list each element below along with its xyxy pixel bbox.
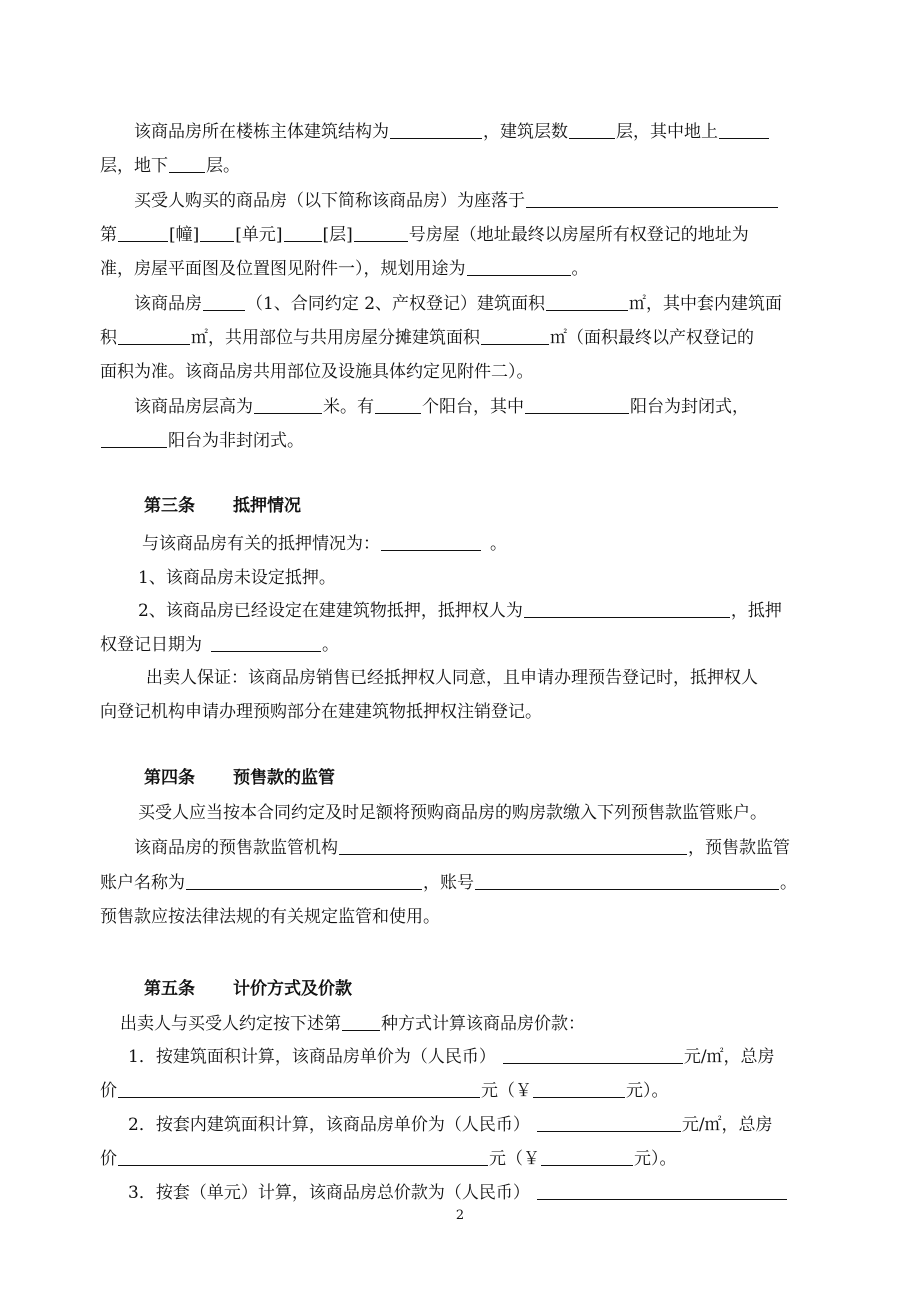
blank-field[interactable] [169,154,205,173]
text: 2、该商品房已经设定在建建筑物抵押，抵押权人为 [138,601,523,621]
location-line [100,189,830,213]
text: 向登记机构申请办理预购部分在建建筑物抵押权注销登记。 [100,702,542,722]
area-line-3 [100,360,830,384]
usage-line [100,257,830,281]
text: 3．按套（单元）计算，该商品房总价款为（人民币） [128,1183,530,1203]
blank-field[interactable] [354,223,408,242]
text: 。 [490,534,507,554]
blank-field[interactable] [537,1181,787,1200]
pricing-option-2 [100,1113,830,1137]
height-line [100,395,830,419]
blank-field[interactable] [375,395,421,414]
blank-field[interactable] [503,1045,683,1064]
text: 元（￥ [489,1149,540,1169]
mortgage-option-2 [100,599,830,623]
mortgage-status-line [100,532,830,556]
text: 层，地下 [100,156,168,176]
text: 出卖人与买受人约定按下述第 [120,1014,341,1034]
text: 价 [100,1149,117,1169]
seller-guarantee-line [100,666,830,690]
text: 米。有 [323,397,374,417]
blank-field[interactable] [546,292,628,311]
text: ㎡，其中套内建筑面 [629,294,783,314]
text: 2．按套内建筑面积计算，该商品房单价为（人民币） [128,1115,530,1135]
text: 元/㎡，总房 [683,1047,775,1067]
text: ㎡，共用部位与共用房屋分摊建筑面积 [191,328,480,348]
text: 层，其中地上 [616,122,718,142]
text: 买受人应当按本合同约定及时足额将预购商品房的购房款缴入下列预售款监管账户。 [138,803,767,823]
text: 元（￥ [481,1081,532,1101]
text: 面积为准。该商品房共用部位及设施具体约定见附件二）。 [100,362,534,382]
mortgage-date-line [100,633,830,657]
blank-field[interactable] [524,599,730,618]
text: 。 [571,259,589,279]
text: 。 [322,635,339,655]
blank-field[interactable] [200,223,234,242]
blank-field[interactable] [390,120,482,139]
seller-guarantee-line-2 [100,700,830,724]
article-3-heading [144,494,874,518]
structure-line [100,120,830,144]
supervision-line-4 [100,905,830,929]
text: 积 [100,328,117,348]
text: 与该商品房有关的抵押情况为： [142,534,380,554]
blank-field[interactable] [525,395,629,414]
floors-line [100,154,830,178]
article-number: 第五条 [144,979,195,999]
article-title: 预售款的监管 [233,768,335,788]
text: 元/㎡，总房 [681,1115,773,1135]
blank-field[interactable] [339,836,687,855]
blank-field[interactable] [101,429,167,448]
text: 号房屋（地址最终以房屋所有权登记的地址为 [408,225,749,245]
text: 权登记日期为 [100,635,202,655]
text: 出卖人保证：该商品房销售已经抵押权人同意，且申请办理预告登记时，抵押权人 [146,668,758,688]
text: 该商品房层高为 [134,397,253,417]
text: 价 [100,1081,117,1101]
blank-field[interactable] [211,633,321,652]
pricing-option-1 [100,1045,830,1069]
unit-line [100,223,830,247]
blank-field[interactable] [526,189,778,208]
article-4-heading [144,766,874,790]
text: [幢] [169,225,200,245]
pricing-option-1-total [100,1079,830,1103]
blank-field[interactable] [254,395,322,414]
article-number: 第三条 [144,496,195,516]
text: 层。 [206,156,240,176]
text: [层] [322,225,353,245]
blank-field[interactable] [475,871,779,890]
blank-field[interactable] [719,120,769,139]
text: （1、合同约定 2、产权登记）建筑面积 [246,294,546,314]
text: 。 [780,873,797,893]
text: 预售款应按法律法规的有关规定监管和使用。 [100,907,440,927]
article-5-heading [144,977,874,1001]
supervision-line-2 [100,836,830,860]
text: 该商品房 [134,294,202,314]
area-line [100,292,830,316]
blank-field[interactable] [381,532,481,551]
text: 买受人购买的商品房（以下简称该商品房）为座落于 [134,191,525,211]
area-line-2 [100,326,830,350]
text: 该商品房所在楼栋主体建筑结构为 [134,122,389,142]
blank-field[interactable] [537,1113,681,1132]
text: 准，房屋平面图及位置图见附件一），规划用途为 [100,259,466,279]
text: ，预售款监管 [688,838,790,858]
blank-field[interactable] [118,1147,488,1166]
blank-field[interactable] [186,871,422,890]
blank-field[interactable] [342,1012,380,1031]
text: 该商品房的预售款监管机构 [134,838,338,858]
blank-field[interactable] [533,1079,625,1098]
blank-field[interactable] [284,223,322,242]
pricing-option-3 [100,1181,830,1205]
text: ㎡（面积最终以产权登记的 [550,328,754,348]
text: 个阳台，其中 [422,397,524,417]
text: 种方式计算该商品房价款： [381,1014,585,1034]
pricing-method-line [100,1012,830,1036]
text: 元）。 [634,1149,677,1169]
text: 1、该商品房未设定抵押。 [138,568,336,588]
text: 账户名称为 [100,873,185,893]
text: 第 [100,225,117,245]
article-title: 计价方式及价款 [233,979,352,999]
page-number: 2 [455,1208,465,1223]
blank-field[interactable] [541,1147,633,1166]
blank-field[interactable] [118,223,168,242]
article-number: 第四条 [144,768,195,788]
text: 阳台为非封闭式。 [168,431,304,451]
blank-field[interactable] [481,326,549,345]
blank-field[interactable] [203,292,245,311]
blank-field[interactable] [118,326,190,345]
text: ，账号 [423,873,474,893]
blank-field[interactable] [569,120,615,139]
text: 元）。 [626,1081,669,1101]
balcony-line [100,429,830,453]
text: ，抵押 [730,601,782,621]
text: ，建筑层数 [483,122,568,142]
text: 阳台为封闭式， [630,397,749,417]
blank-field[interactable] [118,1079,480,1098]
mortgage-option-1 [100,566,830,590]
text: [单元] [235,225,283,245]
pricing-option-2-total [100,1147,830,1171]
supervision-line-1 [100,801,830,825]
blank-field[interactable] [467,257,571,276]
article-title: 抵押情况 [233,496,301,516]
text: 1．按建筑面积计算，该商品房单价为（人民币） [128,1047,496,1067]
supervision-account-line [100,871,830,895]
